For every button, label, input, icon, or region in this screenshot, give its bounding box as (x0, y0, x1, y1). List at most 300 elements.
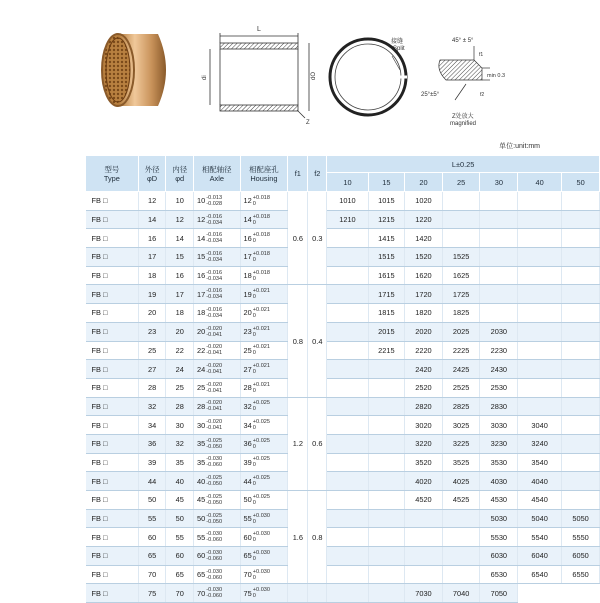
length-cell (442, 528, 480, 547)
housing-cell-tolerance (253, 531, 270, 543)
axle-cell-lower: -0.034 (206, 256, 223, 263)
header-length-col: 40 (518, 173, 562, 192)
axle-cell-tolerance (206, 326, 222, 338)
length-cell: 6050 (562, 547, 600, 566)
housing-cell-upper: +0.021 (252, 325, 271, 332)
header-od: 外径 φD (138, 156, 166, 192)
axle-cell (194, 229, 240, 248)
housing-cell-lower: 0 (252, 200, 256, 207)
od-cell: 50 (138, 491, 166, 510)
axle-cell (194, 528, 240, 547)
id-cell: 22 (166, 341, 194, 360)
length-cell (327, 397, 368, 416)
axle-cell-upper: -0.030 (206, 568, 223, 575)
length-cell: 3540 (518, 453, 562, 472)
od-cell: 65 (138, 547, 166, 566)
housing-cell (240, 248, 288, 267)
header-length-col: 20 (405, 173, 443, 192)
axle-cell-upper: -0.020 (206, 363, 223, 370)
type-cell: FB □ (86, 584, 139, 603)
length-cell (562, 285, 600, 304)
housing-cell-lower: 0 (252, 443, 256, 450)
axle-cell-lower: -0.034 (206, 294, 223, 301)
length-cell: 5540 (518, 528, 562, 547)
header-length: L±0.25 (327, 156, 600, 173)
length-cell (562, 266, 600, 285)
axle-cell-value: 12 (197, 215, 206, 225)
table-row (86, 378, 600, 397)
od-cell: 75 (138, 584, 166, 603)
length-cell (518, 285, 562, 304)
housing-cell-upper: +0.018 (252, 250, 271, 257)
length-cell (368, 453, 404, 472)
length-cell: 5550 (562, 528, 600, 547)
housing-cell-upper: +0.030 (252, 587, 271, 594)
axle-cell-upper: -0.030 (206, 531, 223, 538)
length-cell (562, 322, 600, 341)
housing-cell (240, 528, 288, 547)
table-row (86, 547, 600, 566)
length-cell: 2420 (405, 360, 443, 379)
length-cell: 1415 (368, 229, 404, 248)
table-row (86, 434, 600, 453)
length-cell (518, 378, 562, 397)
length-cell: 6530 (480, 565, 518, 584)
axle-cell-upper: -0.016 (206, 306, 223, 313)
length-cell: 1015 (368, 192, 404, 211)
od-cell: 17 (138, 248, 166, 267)
od-cell: 18 (138, 266, 166, 285)
length-cell: 1215 (368, 210, 404, 229)
axle-cell-tolerance (206, 288, 222, 300)
length-cell: 1420 (405, 229, 443, 248)
length-cell (562, 434, 600, 453)
length-cell: 1625 (442, 266, 480, 285)
length-cell (480, 266, 518, 285)
length-cell: 1220 (405, 210, 443, 229)
housing-cell-tolerance (253, 251, 270, 263)
id-cell: 10 (166, 192, 194, 211)
length-cell: 2215 (368, 341, 404, 360)
type-cell: FB □ (86, 192, 139, 211)
axle-cell-upper: -0.030 (206, 456, 223, 463)
length-cell: 1515 (368, 248, 404, 267)
length-cell: 1520 (405, 248, 443, 267)
length-cell (368, 491, 404, 510)
type-cell: FB □ (86, 565, 139, 584)
housing-cell (240, 210, 288, 229)
type-cell: FB □ (86, 210, 139, 229)
length-cell: 2015 (368, 322, 404, 341)
length-cell (368, 472, 404, 491)
type-cell: FB □ (86, 509, 139, 528)
housing-cell-upper: +0.021 (252, 363, 271, 370)
housing-cell-value: 28 (243, 383, 252, 393)
length-cell: 3020 (405, 416, 443, 435)
od-cell: 44 (138, 472, 166, 491)
housing-cell-upper: +0.025 (252, 400, 271, 407)
housing-cell (240, 341, 288, 360)
housing-cell-upper: +0.021 (252, 306, 271, 313)
housing-cell (240, 397, 288, 416)
axle-cell-tolerance (206, 363, 222, 375)
housing-cell-value: 32 (243, 401, 252, 411)
length-cell: 1825 (442, 304, 480, 323)
axle-cell (194, 248, 240, 267)
od-cell: 32 (138, 397, 166, 416)
table-row (86, 285, 600, 304)
housing-cell-value: 27 (243, 364, 252, 374)
axle-cell-upper: -0.020 (206, 381, 223, 388)
housing-cell-lower: 0 (252, 387, 256, 394)
length-cell: 7050 (480, 584, 518, 603)
length-cell (562, 304, 600, 323)
housing-cell-lower: 0 (252, 537, 256, 544)
length-cell: 1525 (442, 248, 480, 267)
id-cell: 55 (166, 528, 194, 547)
id-cell: 14 (166, 229, 194, 248)
length-cell (562, 248, 600, 267)
length-cell (327, 248, 368, 267)
axle-cell-value: 55 (197, 532, 206, 542)
housing-cell-tolerance (253, 475, 270, 487)
length-cell (442, 229, 480, 248)
housing-cell-upper: +0.025 (252, 456, 271, 463)
axle-cell-tolerance (206, 438, 222, 450)
od-cell: 14 (138, 210, 166, 229)
length-cell: 1715 (368, 285, 404, 304)
table-row (86, 416, 600, 435)
length-cell (562, 453, 600, 472)
axle-cell-value: 16 (197, 271, 206, 281)
axle-cell-value: 45 (197, 495, 206, 505)
housing-cell (240, 229, 288, 248)
housing-cell-lower: 0 (252, 462, 256, 469)
f2-cell: 0.4 (308, 285, 327, 397)
length-cell (405, 547, 443, 566)
od-cell: 25 (138, 341, 166, 360)
housing-cell-tolerance (253, 232, 270, 244)
axle-cell-lower: -0.041 (206, 350, 223, 357)
length-cell (518, 304, 562, 323)
length-cell: 6540 (518, 565, 562, 584)
length-cell (368, 528, 404, 547)
f2-cell: 0.3 (308, 192, 327, 285)
length-cell (480, 285, 518, 304)
length-cell: 2230 (480, 341, 518, 360)
housing-cell-tolerance (253, 456, 270, 468)
length-cell: 3225 (442, 434, 480, 453)
housing-cell-lower: 0 (252, 350, 256, 357)
housing-cell (240, 304, 288, 323)
axle-cell (194, 304, 240, 323)
length-cell (327, 304, 368, 323)
housing-cell-tolerance (253, 382, 270, 394)
housing-cell (240, 322, 288, 341)
axle-cell-lower: -0.034 (206, 275, 223, 282)
f1-cell: 1.6 (288, 491, 308, 584)
axle-cell-value: 15 (197, 252, 206, 262)
axle-cell-tolerance (206, 270, 222, 282)
length-cell (562, 472, 600, 491)
axle-cell-upper: -0.025 (206, 475, 223, 482)
length-cell: 2225 (442, 341, 480, 360)
length-cell (368, 547, 404, 566)
length-cell: 2030 (480, 322, 518, 341)
length-cell (480, 210, 518, 229)
table-row (86, 453, 600, 472)
housing-cell (240, 434, 288, 453)
length-cell (327, 285, 368, 304)
axle-cell-tolerance (206, 214, 222, 226)
length-cell: 5030 (480, 509, 518, 528)
length-cell: 1020 (405, 192, 443, 211)
length-cell (327, 341, 368, 360)
id-cell: 35 (166, 453, 194, 472)
length-cell: 6030 (480, 547, 518, 566)
length-cell: 3240 (518, 434, 562, 453)
od-cell: 27 (138, 360, 166, 379)
id-cell: 65 (166, 565, 194, 584)
header-length-col: 25 (442, 173, 480, 192)
housing-cell (240, 285, 288, 304)
housing-cell-lower: 0 (252, 331, 256, 338)
length-cell: 5050 (562, 509, 600, 528)
od-cell: 16 (138, 229, 166, 248)
length-cell (480, 192, 518, 211)
type-cell: FB □ (86, 397, 139, 416)
od-cell: 34 (138, 416, 166, 435)
housing-cell-value: 55 (243, 514, 252, 524)
axle-cell (194, 434, 240, 453)
length-cell (327, 565, 368, 584)
length-cell: 2020 (405, 322, 443, 341)
axle-cell-upper: -0.013 (206, 194, 223, 201)
housing-cell-upper: +0.018 (252, 269, 271, 276)
id-cell: 28 (166, 397, 194, 416)
length-cell: 4520 (405, 491, 443, 510)
axle-cell (194, 341, 240, 360)
housing-cell-lower: 0 (252, 369, 256, 376)
housing-cell-upper: +0.025 (252, 437, 271, 444)
do-label: dO (311, 71, 317, 80)
housing-cell-value: 18 (243, 271, 252, 281)
length-cell (518, 322, 562, 341)
length-cell (562, 341, 600, 360)
housing-cell (240, 192, 288, 211)
od-cell: 70 (138, 565, 166, 584)
length-cell (442, 547, 480, 566)
length-cell (327, 547, 368, 566)
angle-top-label: 45° ± 5° (452, 38, 474, 44)
length-cell (405, 565, 443, 584)
id-cell: 20 (166, 322, 194, 341)
table-row (86, 229, 600, 248)
header-type: 型号 Type (86, 156, 139, 192)
table-row (86, 322, 600, 341)
axle-cell-upper: -0.020 (206, 400, 223, 407)
axle-cell (194, 547, 240, 566)
length-cell: 1615 (368, 266, 404, 285)
housing-cell-lower: 0 (252, 593, 256, 600)
housing-cell-lower: 0 (252, 425, 256, 432)
housing-cell-value: 36 (243, 439, 252, 449)
length-cell (518, 192, 562, 211)
axle-cell-tolerance (206, 251, 222, 263)
length-cell (442, 565, 480, 584)
axle-cell-value: 65 (197, 570, 206, 580)
axle-cell (194, 509, 240, 528)
type-cell: FB □ (86, 304, 139, 323)
length-cell: 2520 (405, 378, 443, 397)
axle-cell-tolerance (206, 494, 222, 506)
length-cell: 2220 (405, 341, 443, 360)
axle-cell-value: 50 (197, 514, 206, 524)
housing-cell-lower: 0 (252, 518, 256, 525)
housing-cell (240, 378, 288, 397)
housing-cell-upper: +0.030 (252, 568, 271, 575)
housing-cell-lower: 0 (252, 312, 256, 319)
length-cell (562, 416, 600, 435)
axle-cell-lower: -0.060 (206, 537, 223, 544)
od-cell: 39 (138, 453, 166, 472)
id-cell: 17 (166, 285, 194, 304)
type-cell: FB □ (86, 378, 139, 397)
axle-cell-value: 40 (197, 476, 206, 486)
axle-cell-value: 17 (197, 289, 206, 299)
housing-cell-upper: +0.030 (252, 512, 271, 519)
axle-cell (194, 453, 240, 472)
axle-cell-lower: -0.034 (206, 219, 223, 226)
housing-cell-value: 34 (243, 420, 252, 430)
table-row (86, 304, 600, 323)
housing-cell-upper: +0.025 (252, 475, 271, 482)
id-cell: 70 (166, 584, 194, 603)
length-cell (562, 378, 600, 397)
header-id: 内径 φd (166, 156, 194, 192)
header-length-col: 50 (562, 173, 600, 192)
axle-cell-value: 18 (197, 308, 206, 318)
min-label: min 0.3 (487, 73, 506, 79)
axle-cell (194, 322, 240, 341)
length-cell (518, 397, 562, 416)
length-cell: 3025 (442, 416, 480, 435)
housing-cell-upper: +0.018 (252, 213, 271, 220)
housing-cell (240, 360, 288, 379)
axle-cell-lower: -0.050 (206, 443, 223, 450)
length-cell (368, 416, 404, 435)
length-cell: 2830 (480, 397, 518, 416)
axle-cell-upper: -0.016 (206, 288, 223, 295)
housing-cell (240, 509, 288, 528)
od-cell: 55 (138, 509, 166, 528)
housing-cell-tolerance (253, 550, 270, 562)
housing-cell-value: 70 (243, 570, 252, 580)
housing-cell (240, 565, 288, 584)
length-cell (562, 397, 600, 416)
housing-cell (240, 453, 288, 472)
axle-cell-upper: -0.020 (206, 325, 223, 332)
length-cell (562, 192, 600, 211)
length-cell (518, 341, 562, 360)
housing-cell-lower: 0 (252, 574, 256, 581)
housing-cell-lower: 0 (252, 275, 256, 282)
type-cell: FB □ (86, 322, 139, 341)
housing-cell-tolerance (253, 344, 270, 356)
table-row (86, 360, 600, 379)
axle-cell-tolerance (206, 475, 222, 487)
z-label: Z (306, 120, 310, 126)
axle-cell-upper: -0.016 (206, 232, 223, 239)
id-cell: 40 (166, 472, 194, 491)
axle-cell-tolerance (206, 344, 222, 356)
header-housing: 相配座孔 Housing (240, 156, 288, 192)
housing-cell-tolerance (253, 363, 270, 375)
length-cell: 1620 (405, 266, 443, 285)
length-cell: 1720 (405, 285, 443, 304)
housing-cell-value: 12 (243, 196, 252, 206)
axle-cell-tolerance (206, 307, 222, 319)
length-cell (368, 360, 404, 379)
axle-cell (194, 266, 240, 285)
axle-cell-lower: -0.041 (206, 331, 223, 338)
header-f1: f1 (288, 156, 308, 192)
axle-cell (194, 416, 240, 435)
length-cell: 4040 (518, 472, 562, 491)
axle-cell-tolerance (206, 550, 222, 562)
length-cell: 1010 (327, 192, 368, 211)
housing-cell-lower: 0 (252, 555, 256, 562)
axle-cell-upper: -0.020 (206, 344, 223, 351)
length-cell: 4530 (480, 491, 518, 510)
table-row (86, 266, 600, 285)
length-cell (327, 266, 368, 285)
axle-cell-lower: -0.034 (206, 312, 223, 319)
length-cell (327, 453, 368, 472)
axle-cell (194, 378, 240, 397)
axle-cell-tolerance (206, 531, 222, 543)
length-cell: 4540 (518, 491, 562, 510)
table-row (86, 528, 600, 547)
od-cell: 12 (138, 192, 166, 211)
housing-cell-lower: 0 (252, 406, 256, 413)
axle-cell-tolerance (206, 195, 222, 207)
axle-cell-value: 22 (197, 345, 206, 355)
housing-cell-value: 60 (243, 532, 252, 542)
housing-cell-lower: 0 (252, 294, 256, 301)
housing-cell (240, 547, 288, 566)
axle-cell-lower: -0.041 (206, 425, 223, 432)
axle-cell-tolerance (206, 456, 222, 468)
length-cell: 5530 (480, 528, 518, 547)
length-cell (562, 360, 600, 379)
length-cell (327, 528, 368, 547)
length-cell: 4020 (405, 472, 443, 491)
axle-cell-lower: -0.060 (206, 555, 223, 562)
length-cell (442, 509, 480, 528)
length-cell: 3525 (442, 453, 480, 472)
length-cell: 4525 (442, 491, 480, 510)
length-cell: 4025 (442, 472, 480, 491)
axle-cell-upper: -0.020 (206, 419, 223, 426)
length-cell (562, 229, 600, 248)
housing-cell-upper: +0.021 (252, 344, 271, 351)
unit-label: 单位:unit:mm (499, 143, 540, 150)
section-drawing (210, 33, 309, 118)
housing-cell (240, 416, 288, 435)
length-cell (368, 378, 404, 397)
length-cell (327, 416, 368, 435)
